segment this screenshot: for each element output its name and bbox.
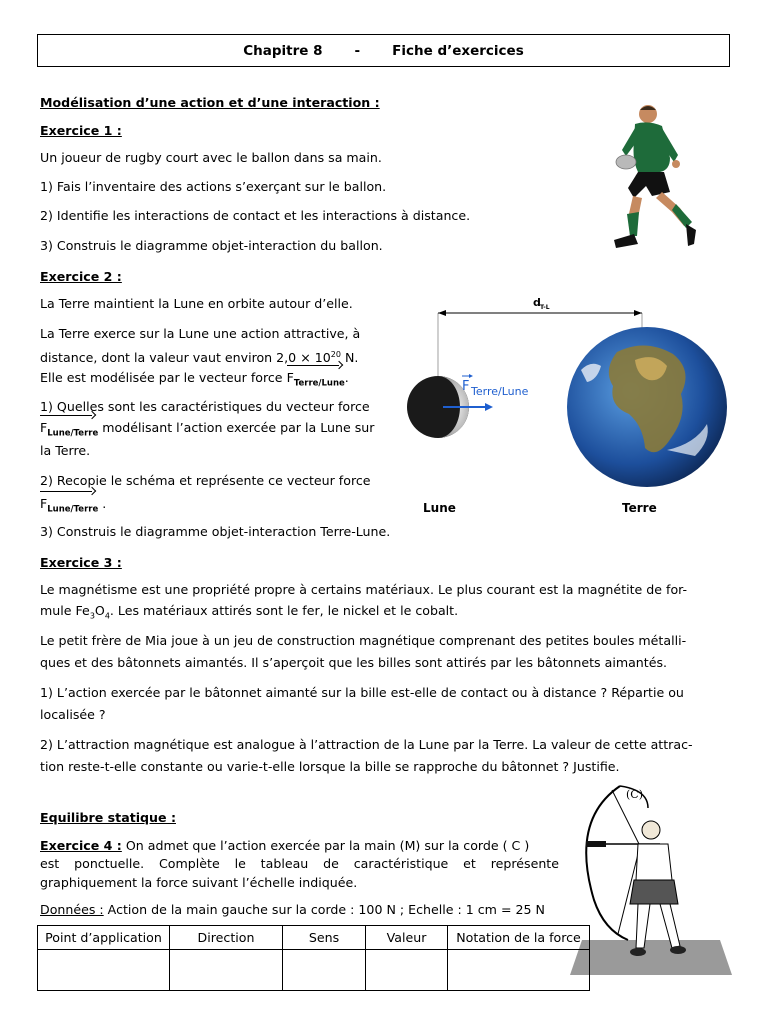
exercise-1-question-3: 3) Construis le diagramme objet-interaction du ballon.: [40, 238, 383, 253]
characteristics-table: [37, 925, 590, 991]
exercise-2-question-2a: 2) Recopie le schéma et représente ce vecteur force: [40, 473, 371, 488]
exercise-3-question-2a: 2) L’attraction magnétique est analogue à l’attraction de la Lune par la Terre. La valeur de cette attrac-: [40, 737, 693, 752]
header-point-application: Point d’application: [38, 926, 170, 950]
cell-sens[interactable]: [283, 950, 366, 991]
exercise-4-text-1: On admet que l’action exercée par la main (M) sur la corde ( C ): [121, 838, 530, 853]
exercise-3-paragraph-1a: Le magnétisme est une propriété propre à certains matériaux. Le plus courant est la magnétite de for-: [40, 582, 688, 597]
exercise-3-question-1b: localisée ?: [40, 707, 106, 722]
vector-period: .: [344, 370, 349, 385]
formula-post: . Les matériaux attirés sont le fer, le nickel et le cobalt.: [109, 603, 459, 618]
sheet-title: Fiche d’exercices: [392, 42, 524, 59]
ground-shadow: [570, 940, 732, 975]
exercise-3-question-1a: 1) L’action exercée par le bâtonnet aimanté sur la bille est-elle de contact ou à distance ? Répartie ou: [40, 685, 684, 700]
header-direction: Direction: [170, 926, 283, 950]
earth-moon-diagram: [405, 290, 730, 490]
vector-subscript: Lune/Terre: [47, 504, 99, 515]
exercise-2-question-2b: [40, 494, 106, 520]
exercise-3-question-2b: tion reste-t-elle constante ou varie-t-elle lorsque la bille se rapproche du bâtonnet ? Justifie.: [40, 759, 620, 774]
vector-letter: F: [40, 420, 48, 435]
exercise-2-paragraph-2c: [40, 368, 349, 394]
rugby-player-image: [600, 100, 710, 258]
header-separator: -: [354, 42, 361, 59]
exercise-4-line-1: [40, 836, 529, 856]
exercise-1-title: Exercice 1 :: [40, 123, 122, 138]
exercise-2-title: Exercice 2 :: [40, 269, 122, 284]
section-title-modelisation: Modélisation d’une action et d’une interaction :: [40, 95, 380, 110]
moon-caption: Lune: [423, 501, 456, 515]
force-value-text: distance, dont la valeur vaut environ 2,0 × 10: [40, 350, 331, 366]
vector-f-lune-terre: [40, 418, 98, 444]
force-value-unit: N.: [340, 350, 359, 366]
svg-text:F: F: [462, 379, 470, 394]
question-2b-period: .: [98, 496, 107, 511]
chapter-label: Chapitre 8: [243, 42, 323, 59]
vector-intro-text: Elle est modélisée par le vecteur force: [40, 370, 287, 385]
exercise-1-question-1: 1) Fais l’inventaire des actions s’exerçant sur le ballon.: [40, 179, 387, 194]
earth-caption: Terre: [622, 501, 657, 515]
exercise-3-title: Exercice 3 :: [40, 555, 122, 570]
exercise-2-paragraph-1: La Terre maintient la Lune en orbite autour d’elle.: [40, 296, 353, 311]
exercise-3-paragraph-1b: [40, 601, 458, 627]
header-sens: Sens: [283, 926, 366, 950]
cell-notation[interactable]: [448, 950, 590, 991]
svg-text:Terre/Lune: Terre/Lune: [471, 385, 529, 398]
force-vector-label: [462, 374, 529, 398]
formula-sub-2: 4: [104, 611, 110, 621]
question-1b-text: modélisant l’action exercée par la Lune sur: [98, 420, 375, 435]
cell-direction[interactable]: [170, 950, 283, 991]
data-text: Action de la main gauche sur la corde : 100 N ; Echelle : 1 cm = 25 N: [103, 902, 545, 917]
formula-sub-1: 3: [89, 611, 95, 621]
exercise-1-intro: Un joueur de rugby court avec le ballon dans sa main.: [40, 150, 382, 165]
exercise-4-title: Exercice 4 :: [40, 838, 122, 853]
formula-pre: mule Fe: [40, 603, 90, 618]
distance-label: [533, 296, 550, 311]
exercise-4-text-2: est ponctuelle. Complète le tableau de caractéristique et représente graphiquement la force suivant l’échelle indiquée.: [40, 856, 559, 890]
exercise-2-question-1a: 1) Quelles sont les caractéristiques du vecteur force: [40, 399, 370, 414]
rope-label: (C): [626, 788, 643, 801]
vector-subscript: Terre/Lune: [293, 378, 345, 389]
header-box: [37, 34, 730, 67]
vector-f-lune-terre-2: [40, 494, 98, 520]
force-value-exponent: 20: [330, 350, 341, 359]
exercise-2-question-1c: la Terre.: [40, 443, 91, 458]
vector-subscript: Lune/Terre: [47, 428, 99, 439]
table-header-row: [38, 926, 590, 950]
exercise-4-data: [40, 900, 545, 920]
svg-text:d: d: [533, 296, 541, 309]
formula-mid: O: [94, 603, 105, 618]
header-notation: Notation de la force: [448, 926, 590, 950]
header-valeur: Valeur: [366, 926, 448, 950]
exercise-3-paragraph-2b: ques et des bâtonnets aimantés. Il s’aperçoit que les billes sont attirés par les bâtonnets aimantés.: [40, 655, 668, 670]
table-row: [38, 950, 590, 991]
cell-valeur[interactable]: [366, 950, 448, 991]
data-label: Données :: [40, 902, 104, 917]
vector-f-terre-lune: [287, 368, 345, 394]
vector-letter: F: [286, 370, 294, 385]
left-hand: [586, 841, 606, 847]
exercise-2-question-3: 3) Construis le diagramme objet-interaction Terre-Lune.: [40, 524, 391, 539]
svg-text:T-L: T-L: [540, 304, 550, 311]
section-title-equilibre: Equilibre statique :: [40, 810, 176, 825]
vector-letter: F: [40, 496, 48, 511]
exercise-1-question-2: 2) Identifie les interactions de contact et les interactions à distance.: [40, 208, 471, 223]
cell-point-application[interactable]: [38, 950, 170, 991]
exercise-3-paragraph-2a: Le petit frère de Mia joue à un jeu de construction magnétique comprenant des petites boules métalli-: [40, 633, 687, 648]
exercise-2-question-1b: [40, 418, 374, 444]
exercise-2-paragraph-2a: La Terre exerce sur la Lune une action attractive, à: [40, 326, 361, 341]
